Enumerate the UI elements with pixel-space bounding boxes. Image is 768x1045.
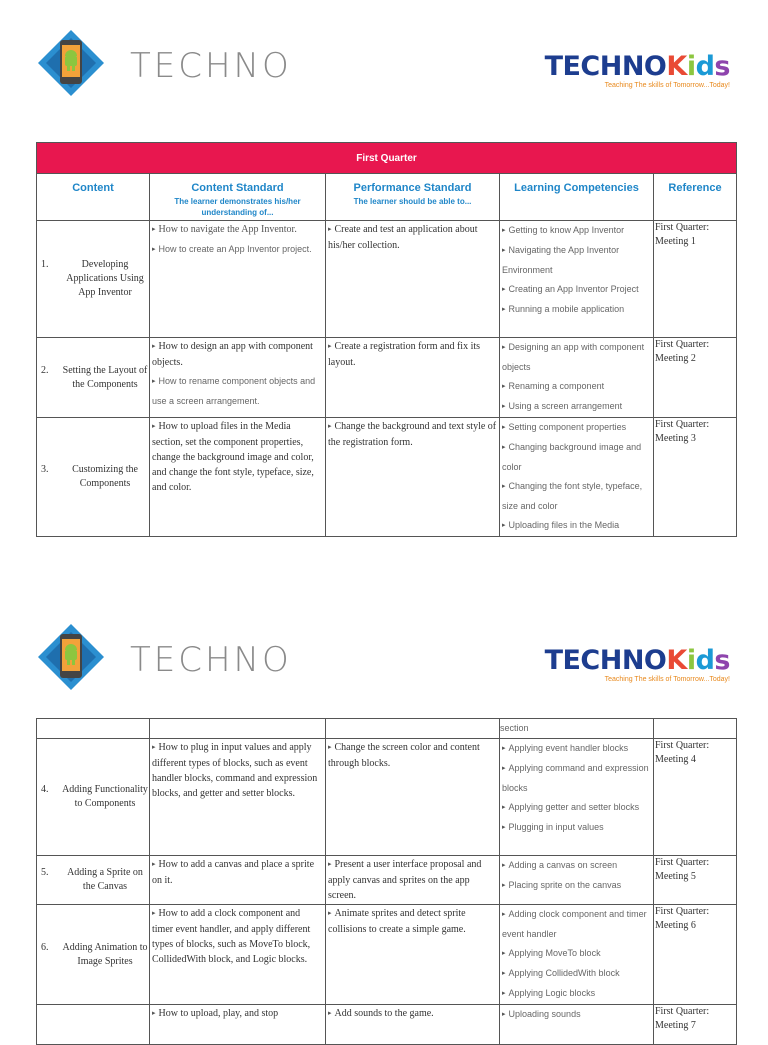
table-row: 4. Adding Functionality to Components ▸ How to plug in input values and apply different types of blocks, such as event handler blocks, command and expression blocks, and getter and setter blocks. ▸ Change the screen color and content through blocks. ▸ Applying event handler blocks ▸ Applying command and expression blocks ▸ Applying getter and setter blocks ▸ Plugging in input values First Quarter: Meeting 4 <box>37 739 737 856</box>
android-app-logo-icon <box>36 622 106 692</box>
page-header-1 <box>0 28 768 108</box>
android-app-logo-icon <box>36 28 106 98</box>
techno-wordmark: TECHNO <box>130 46 292 86</box>
header-learning-competencies: Learning Competencies <box>500 174 654 221</box>
table-row: ▸ How to upload, play, and stop ▸ Add sounds to the game. ▸ Uploading sounds First Quarter: Meeting 7 <box>37 1005 737 1045</box>
technokids-s: s <box>714 51 730 82</box>
table-row: 3. Customizing the Components ▸ How to upload files in the Media section, set the component properties, change the background image and color, and change the font style, typeface, size, and color. ▸ Change the background and text style of the registration form. ▸ Setting component properties ▸ Changing background image and color ▸ Changing the font style, typeface, size and color ▸ Uploading files in the Media First Quarter: Meeting 3 <box>37 418 737 537</box>
curriculum-table-1 <box>36 142 737 537</box>
header-performance-standard: Performance Standard The learner should be able to... <box>326 174 500 221</box>
technokids-tagline: Teaching The skills of Tomorrow...Today! <box>604 82 730 89</box>
technokids-d: d <box>695 51 715 82</box>
technokids-logo <box>545 53 730 89</box>
techno-wordmark: TECHNO <box>130 640 292 680</box>
table-row: section <box>37 719 737 739</box>
header-content-standard: Content Standard The learner demonstrates his/her understanding of... <box>150 174 326 221</box>
quarter-title: First Quarter <box>37 143 737 174</box>
table-row: 6. Adding Animation to Image Sprites ▸ How to add a clock component and timer event handler, and apply different types of blocks, such as MoveTo block, CollidedWith block, and Logic blocks. ▸ Animate sprites and detect sprite collisions to create a simple game. ▸ Adding clock component and timer event handler ▸ Applying MoveTo block ▸ Applying CollidedWith block ▸ Applying Logic blocks First Quarter: Meeting 6 <box>37 905 737 1005</box>
header-content: Content <box>37 174 150 221</box>
curriculum-table-2 <box>36 718 737 1045</box>
technokids-k: K <box>666 51 687 82</box>
technokids-techno: TECHNO <box>544 51 667 82</box>
header-reference: Reference <box>654 174 737 221</box>
table-row: 5. Adding a Sprite on the Canvas ▸ How to add a canvas and place a sprite on it. ▸ Present a user interface proposal and apply canvas and sprites on the app screen. ▸ Adding a canvas on screen ▸ Placing sprite on the canvas First Quarter: Meeting 5 <box>37 856 737 905</box>
technokids-logo: TECHNOKids Teaching The skills of Tomorrow...Today! <box>544 645 730 683</box>
page-header-2 <box>0 622 768 702</box>
technokids-i: i <box>686 51 696 82</box>
table-row: 1. Developing Applications Using App Inventor ▸ How to navigate the App Inventor. ▸ How to create an App Inventor project. ▸ Create and test an application about his/her collection. ▸ Getting to know App Inventor ▸ Navigating the App Inventor Environment ▸ Creating an App Inventor Project ▸ Running a mobile application First Quarter: Meeting 1 <box>37 221 737 338</box>
table-row: 2. Setting the Layout of the Components ▸ How to design an app with component objects. ▸ How to rename component objects and use a screen arrangement. ▸ Create a registration form and fix its layout. ▸ Designing an app with component objects ▸ Renaming a component ▸ Using a screen arrangement First Quarter: Meeting 2 <box>37 338 737 418</box>
